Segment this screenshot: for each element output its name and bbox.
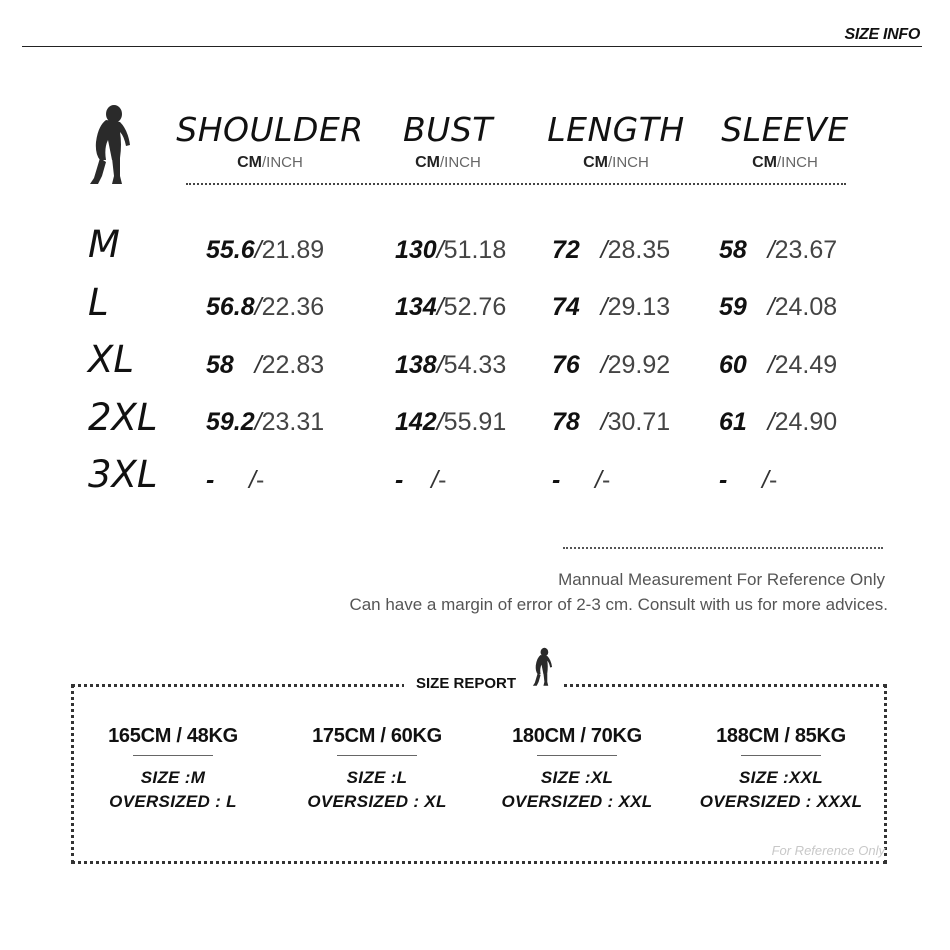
header-divider xyxy=(22,46,922,47)
column-name: SLEEVE xyxy=(721,110,849,149)
margin-note: Can have a margin of error of 2-3 cm. Consult with us for more advices. xyxy=(349,595,888,614)
table-cell: - /- xyxy=(395,466,447,494)
size-label: XL xyxy=(88,338,134,381)
size-report-title: SIZE REPORT xyxy=(416,675,517,692)
table-cell: 72 /28.35 xyxy=(552,236,671,264)
oversized-value: OVERSIZED : XL xyxy=(307,792,447,811)
notes-dotted-divider xyxy=(563,547,883,549)
size-report-entry xyxy=(83,725,263,812)
table-cell: 130/51.18 xyxy=(395,236,507,264)
entry-underline xyxy=(741,755,821,756)
size-report-entry xyxy=(691,725,871,812)
reference-footnote: For Reference Only xyxy=(771,843,885,858)
table-cell: 142/55.91 xyxy=(395,408,507,436)
column-unit: CM/INCH xyxy=(583,154,649,171)
height-weight: 180CM / 70KG xyxy=(512,725,642,747)
column-header-sleeve xyxy=(690,110,880,172)
oversized-value: OVERSIZED : XXXL xyxy=(699,792,863,811)
table-cell: - /- xyxy=(719,466,778,494)
table-cell: 59 /24.08 xyxy=(719,293,838,321)
oversized-value: OVERSIZED : L xyxy=(109,792,237,811)
size-value: SIZE :M xyxy=(140,768,206,787)
size-label: 2XL xyxy=(88,396,158,439)
height-weight: 165CM / 48KG xyxy=(108,725,238,747)
size-label: 3XL xyxy=(88,453,158,496)
table-cell: 61 /24.90 xyxy=(719,408,838,436)
table-cell: 138/54.33 xyxy=(395,351,507,379)
size-report-entry xyxy=(287,725,467,812)
column-unit: CM/INCH xyxy=(752,154,818,171)
column-header-bust xyxy=(353,110,543,172)
header-dotted-divider xyxy=(186,183,846,185)
height-weight: 188CM / 85KG xyxy=(716,725,846,747)
walking-figure-icon xyxy=(84,100,134,190)
entry-underline xyxy=(337,755,417,756)
page-title: SIZE INFO xyxy=(844,26,920,43)
column-name: SHOULDER xyxy=(176,110,364,149)
size-label: L xyxy=(88,281,109,324)
column-name: LENGTH xyxy=(547,110,685,149)
size-value: SIZE :L xyxy=(346,768,408,787)
table-cell: 59.2/23.31 xyxy=(206,408,325,436)
column-header-length xyxy=(521,110,711,172)
measurement-note: Mannual Measurement For Reference Only xyxy=(558,570,885,589)
table-cell: 58 /23.67 xyxy=(719,236,838,264)
size-value: SIZE :XXL xyxy=(739,768,823,787)
table-cell: - /- xyxy=(552,466,611,494)
column-header-shoulder xyxy=(175,110,365,172)
size-report-entry xyxy=(487,725,667,812)
table-cell: 74 /29.13 xyxy=(552,293,671,321)
column-unit: CM/INCH xyxy=(415,154,481,171)
entry-underline xyxy=(537,755,617,756)
column-name: BUST xyxy=(403,110,493,149)
size-value: SIZE :XL xyxy=(540,768,614,787)
table-cell: 56.8/22.36 xyxy=(206,293,325,321)
size-label: M xyxy=(88,223,120,266)
oversized-value: OVERSIZED : XXL xyxy=(501,792,653,811)
walking-figure-small-icon xyxy=(530,643,554,691)
table-cell: 58 /22.83 xyxy=(206,351,325,379)
table-cell: 76 /29.92 xyxy=(552,351,671,379)
height-weight: 175CM / 60KG xyxy=(312,725,442,747)
entry-underline xyxy=(133,755,213,756)
table-cell: - /- xyxy=(206,466,265,494)
column-unit: CM/INCH xyxy=(237,154,303,171)
table-cell: 78 /30.71 xyxy=(552,408,671,436)
table-cell: 60 /24.49 xyxy=(719,351,838,379)
table-cell: 134/52.76 xyxy=(395,293,507,321)
table-cell: 55.6/21.89 xyxy=(206,236,325,264)
